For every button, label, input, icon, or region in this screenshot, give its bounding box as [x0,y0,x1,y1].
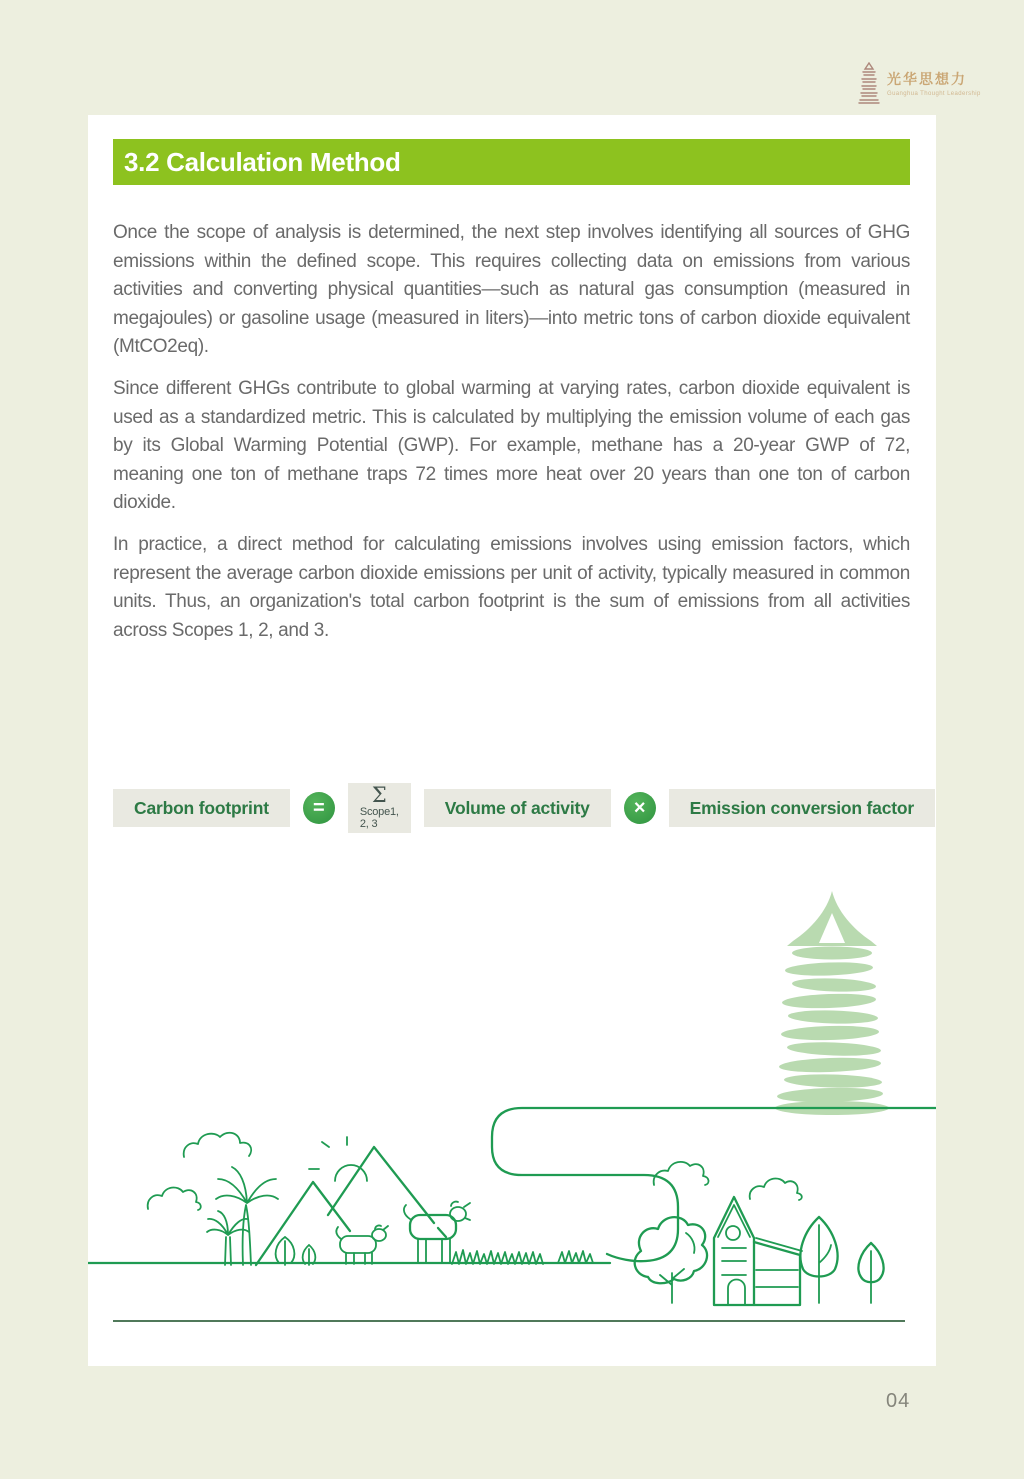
landscape-illustration [88,885,936,1335]
body-text [113,219,910,658]
page-number: 04 [886,1390,911,1412]
multiply-icon: × [624,792,656,824]
paragraph-3: In practice, a direct method for calculating emissions involves using emission factors, which represent the average carbon dioxide emissions per unit of activity, typically measured in common units. Thus, an organization's total carbon footprint is the sum of emissions from all activities across Scopes 1, 2, and 3. [113,533,910,641]
formula-factor1-box: Volume of activity [424,789,611,827]
small-tree-icon [276,1237,316,1265]
org-logo [858,57,988,109]
paragraph-2: Since different GHGs contribute to global warming at varying rates, carbon dioxide equivalent is used as a standardized metric. This is calculated by multiplying the emission volume of each gas by its Global Warming Potential (GWP). For example, methane has a 20-year GWP of 72, meaning one ton of methane traps 72 times more heat over 20 years than one ton of carbon dioxide. [113,377,910,514]
sun-icon [309,1137,367,1181]
footer-rule [113,1320,905,1322]
formula-result-box: Carbon footprint [113,789,290,827]
content-card [88,115,936,1366]
cow-icon [336,1202,470,1264]
logo-chinese-text: 光华思想力 [887,72,967,88]
sigma-icon: Σ [371,783,387,807]
logo-english-text: Guanghua Thought Leadership [887,91,981,97]
section-title: 3.2 Calculation Method [124,146,401,177]
formula-factor2-box: Emission conversion factor [669,789,935,827]
paragraph-1: Once the scope of analysis is determined, the next step involves identifying all sources of GHG emissions within the defined scope. This requires collecting data on emissions from various activities and converting physical quantities—such as natural gas consumption (measured in megajoules) or gasoline usage (measured in liters)—into metric tons of carbon dioxide equivalent (MtCO2eq). [113,222,910,358]
house-icon [714,1197,802,1305]
leaf-tree-icon [800,1217,883,1303]
grass-icon [452,1250,593,1264]
equals-icon: = [303,792,335,824]
pagoda-icon [775,891,889,1115]
carbon-formula [113,782,914,834]
pagoda-logo-icon [858,62,880,104]
formula-sigma-box [348,783,411,833]
sigma-scope-label: Scope1, 2, 3 [359,806,399,830]
section-title-bar [113,139,910,185]
